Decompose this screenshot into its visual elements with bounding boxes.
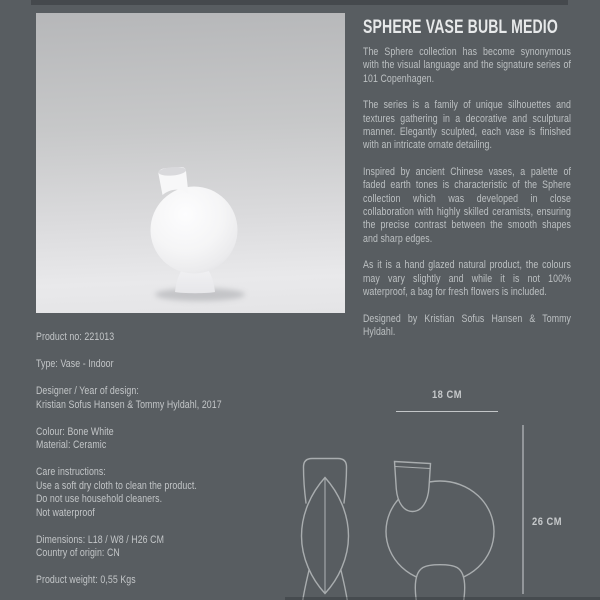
spec-line: Type: Vase - Indoor xyxy=(36,358,114,370)
spec-line: Not waterproof xyxy=(36,506,95,519)
spec-line: Do not use household cleaners. xyxy=(36,493,163,505)
spec-line: Designer / Year of design: xyxy=(36,385,139,397)
top-accent-bar xyxy=(31,0,568,5)
spec-group-care xyxy=(36,466,300,520)
description-paragraphs xyxy=(363,46,571,339)
spec-line: Product weight: 0,55 Kgs xyxy=(36,574,136,586)
product-specs xyxy=(36,331,300,600)
height-dimension-label: 26 CM xyxy=(532,516,563,528)
product-description xyxy=(363,18,593,339)
vase-photo-illustration xyxy=(36,13,345,313)
description-paragraph: The series is a family of unique silhouettes and textures gathering in a decorative and sculptural manner. Elegantly sculpted, each vase is finished with an intricate ornate detailing. xyxy=(363,99,571,152)
spec-line: Country of origin: CN xyxy=(36,547,120,559)
front-view-neck xyxy=(395,462,431,512)
vase-line-drawing xyxy=(290,390,600,600)
spec-group-type xyxy=(36,358,300,372)
spec-line: Colour: Bone White xyxy=(36,425,114,438)
spec-line: Product no: 221013 xyxy=(36,331,115,343)
vase-sphere-body xyxy=(151,187,238,274)
description-paragraph: Inspired by ancient Chinese vases, a palette of faded earth tones is characteristic of the Sphere collection which was developed in close collaboration with highly skilled ceramists, ensuring the precise contrast between the smooth shapes and sharp edges. xyxy=(363,165,571,245)
spec-group-colour-material xyxy=(36,426,300,453)
product-photo xyxy=(36,13,345,313)
spec-group-designer xyxy=(36,385,300,412)
page-title: SPHERE VASE BUBL MEDIO xyxy=(363,17,558,38)
description-paragraph: The Sphere collection has become synonymous with the visual language and the signature series of 101 Copenhagen. xyxy=(363,46,571,85)
spec-line: Kristian Sofus Hansen & Tommy Hyldahl, 2017 xyxy=(36,398,222,411)
description-paragraph: Designed by Kristian Sofus Hansen & Tommy Hyldahl. xyxy=(363,312,571,338)
spec-group-weight xyxy=(36,574,300,588)
spec-group-dimensions xyxy=(36,534,300,561)
front-view-foot xyxy=(415,565,464,600)
spec-line: Use a soft dry cloth to clean the product. xyxy=(36,479,197,492)
technical-drawing xyxy=(290,390,600,600)
description-paragraph: As it is a hand glazed natural product, the colours may vary slightly and while it is not 100% waterproof, a bag for fresh flowers is included. xyxy=(363,259,571,299)
spec-line: Dimensions: L18 / W8 / H26 CM xyxy=(36,533,165,546)
spec-group-product-no xyxy=(36,331,300,345)
spec-line: Care instructions: xyxy=(36,466,106,478)
spec-line: Material: Ceramic xyxy=(36,439,107,451)
width-dimension-label: 18 CM xyxy=(431,389,463,401)
